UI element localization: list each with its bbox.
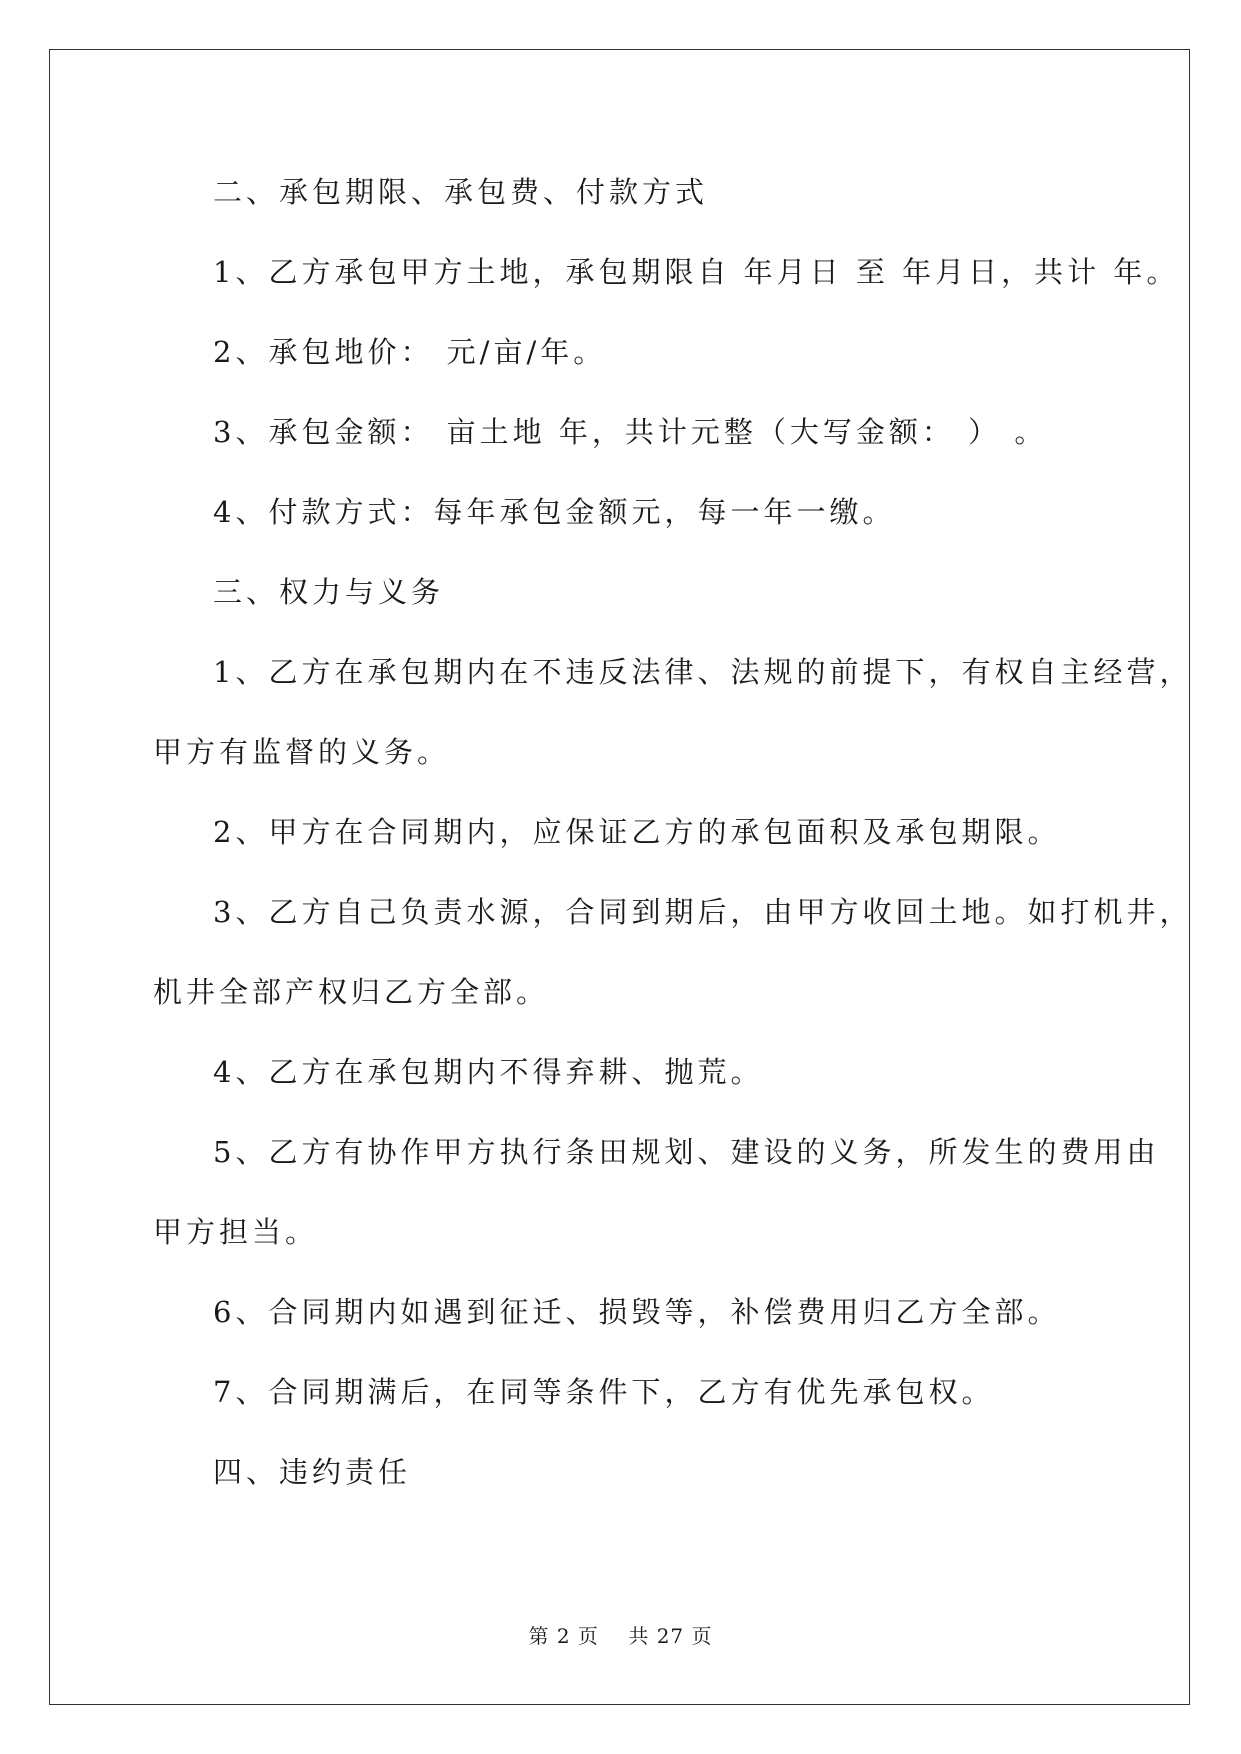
paragraph-line: 7、合同期满后，在同等条件下，乙方有优先承包权。 [213, 1375, 995, 1409]
paragraph-line: 甲方担当。 [153, 1215, 319, 1249]
section-heading: 四、违约责任 [213, 1455, 412, 1489]
paragraph-line: 2、甲方在合同期内，应保证乙方的承包面积及承包期限。 [213, 815, 1061, 849]
paragraph-line: 机井全部产权归乙方全部。 [153, 975, 550, 1009]
paragraph-line: 6、合同期内如遇到征迁、损毁等，补偿费用归乙方全部。 [213, 1295, 1061, 1329]
page-number: 第 2 页 共 27 页 [528, 1624, 713, 1648]
paragraph-line: 4、乙方在承包期内不得弃耕、抛荒。 [213, 1055, 764, 1089]
paragraph-line: 5、乙方有协作甲方执行条田规划、建设的义务，所发生的费用由 [213, 1135, 1160, 1169]
section-heading: 二、承包期限、承包费、付款方式 [213, 175, 709, 209]
section-heading: 三、权力与义务 [213, 575, 445, 609]
paragraph-line: 1、乙方在承包期内在不违反法律、法规的前提下，有权自主经营， [213, 655, 1193, 689]
paragraph-line: 2、承包地价： 元/亩/年。 [213, 335, 607, 369]
paragraph-line: 3、承包金额： 亩土地 年，共计元整（大写金额： ） 。 [213, 415, 1048, 449]
paragraph-line: 4、付款方式：每年承包金额元，每一年一缴。 [213, 495, 896, 529]
paragraph-line: 3、乙方自己负责水源，合同到期后，由甲方收回土地。如打机井， [213, 895, 1193, 929]
paragraph-line: 1、乙方承包甲方土地，承包期限自 年月日 至 年月日，共计 年。 [213, 255, 1180, 289]
paragraph-line: 甲方有监督的义务。 [153, 735, 451, 769]
